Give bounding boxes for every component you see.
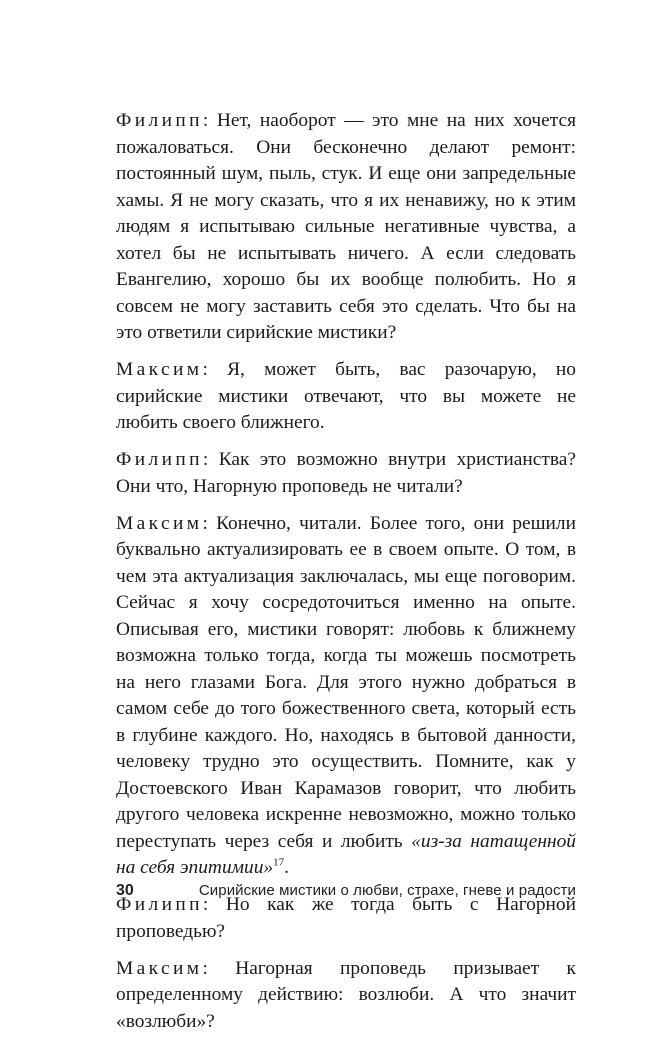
- paragraph-text: Я, может быть, вас разочарую, но сирийские мистики отвечают, что вы можете не любить своего ближнего.: [116, 359, 576, 433]
- paragraph-text: Конечно, читали. Более того, они решили буквально актуализировать ее в своем опыте. О том, в чем эта актуализация заключалась, мы еще поговорим. Сейчас я хочу сосредоточиться именно на опыте. Описывая его, мистики говорят: любовь к ближнему возможна только тогда, когда ты можешь посмотреть на него глазами Бога. Для этого нужно добраться в самом себе до того божественного света, который есть в глубине каждого. Но, находясь в бытовой данности, человеку трудно это осуществить. Помните, как у Достоевского Иван Карамазов говорит, что любить другого человека искренне невозможно, можно только переступать через себя и любить: [116, 512, 576, 852]
- speaker-name: Максим: [116, 359, 203, 380]
- speaker-name: Филипп: [116, 449, 203, 470]
- dialogue-paragraph: Филипп: Нет, наоборот — это мне на них хочется пожаловаться. Они бесконечно делают ремонт: постоянный шум, пыль, стук. И еще они запредельные хамы. Я не могу сказать, что я их ненавижу, но к этим людям я испытываю сильные негативные чувства, а хотел бы не испытывать ничего. А если следовать Евангелию, хорошо бы их вообще полюбить. Но я совсем не могу заставить себя это сделать. Что бы на это ответили сирийские мистики?: [116, 110, 576, 343]
- running-title: Сирийские мистики о любви, страхе, гневе и радости: [198, 882, 576, 899]
- quotation: «из-за натащенной на себя эпитимии»: [116, 830, 576, 878]
- dialogue-paragraph: Максим: Нагорная проповедь призывает к определенному действию: возлюби. А что значит «возлюби»?: [116, 957, 576, 1032]
- paragraph-text: Но как же тогда быть с Нагорной проповедью?: [116, 894, 576, 942]
- page-footer: [116, 882, 576, 900]
- speaker-name: Максим: [116, 512, 203, 534]
- paragraph-end: .: [284, 857, 289, 878]
- paragraph-text: Нет, наоборот — это мне на них хочется пожаловаться. Они бесконечно делают ремонт: постоянный шум, пыль, стук. И еще они запредельные хамы. Я не могу сказать, что я их ненавижу, но к этим людям я испытываю сильные негативные чувства, а хотел бы не испытывать ничего. А если следовать Евангелию, хорошо бы их вообще полюбить. Но я совсем не могу заставить себя это сделать. Что бы на это ответили сирийские мистики?: [116, 110, 576, 343]
- dialogue-paragraph: Максим: Я, может быть, вас разочарую, но сирийские мистики отвечают, что вы можете не любить своего ближнего.: [116, 359, 576, 433]
- dialogue-paragraph: Максим: Конечно, читали. Более того, они решили буквально актуализировать ее в своем опыте. О том, в чем эта актуализация заключалась, мы еще поговорим. Сейчас я хочу сосредоточиться именно на опыте. Описывая его, мистики говорят: любовь к ближнему возможна только тогда, когда ты можешь посмотреть на него глазами Бога. Для этого нужно добраться в самом себе до того божественного света, который есть в глубине каждого. Но, находясь в бытовой данности, человеку трудно это осуществить. Помните, как у Достоевского Иван Карамазов говорит, что любить другого человека искренне невозможно, можно только переступать через себя и любить «из-за натащенной на себя эпитимии»$^{17}$.: [116, 512, 576, 878]
- dialogue-paragraph: Филипп: Как это возможно внутри христианства? Они что, Нагорную проповедь не читали?: [116, 449, 576, 497]
- speaker-name: Филипп: [116, 110, 203, 131]
- paragraph-text: Нагорная проповедь призывает к определенному действию: возлюби. А что значит «возлюби»?: [116, 957, 576, 1032]
- speaker-name: Филипп: [116, 894, 203, 915]
- page-number: 30: [116, 882, 134, 899]
- dialogue-paragraph: Филипп: Но как же тогда быть с Нагорной проповедью?: [116, 894, 576, 942]
- footnote-reference[interactable]: 17: [273, 856, 285, 869]
- speaker-name: Максим: [116, 957, 203, 979]
- book-page-body: [116, 108, 576, 1046]
- paragraph-text: Как это возможно внутри христианства? Они что, Нагорную проповедь не читали?: [116, 449, 576, 497]
